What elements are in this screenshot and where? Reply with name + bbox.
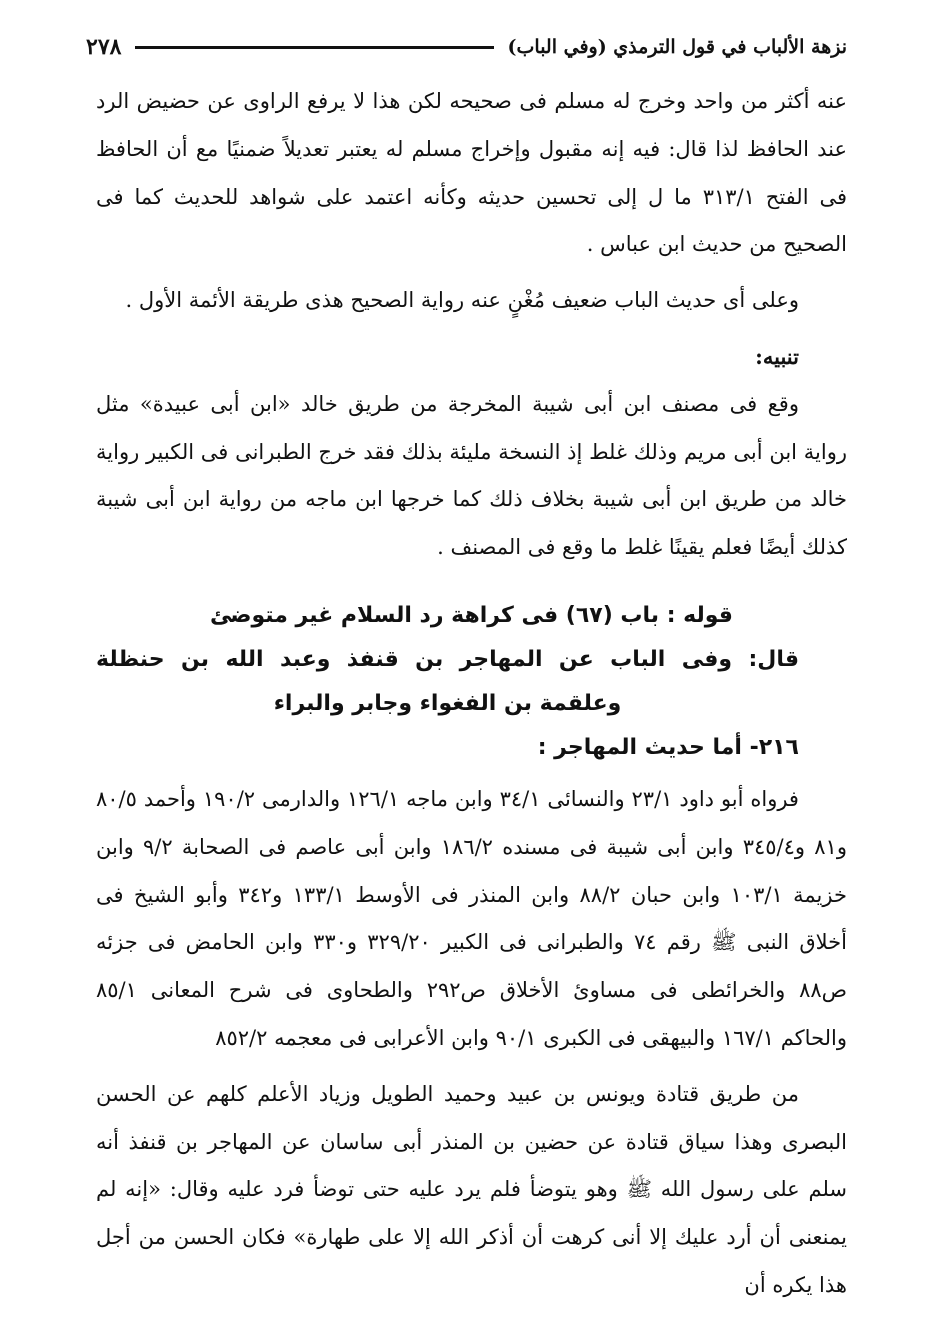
paragraph-conclusion: وعلى أى حديث الباب ضعيف مُغْنٍ عنه رواية الصحيح هذى طريقة الأئمة الأول . — [125, 288, 799, 313]
paragraph-continuation: عنه أكثر من واحد وخرج له مسلم فى صحيحه لكن هذا لا يرفع الراوى عن حضيض الرد عند الحافظ لذا قال: فيه إنه مقبول وإخراج مسلم له يعتبر تعديلاً ضمنيًا مع أن الحافظ فى الفتح ٣١٣/١ ما ل إلى تحسين حديثه وكأنه اعتمد على شواهد للحديث كما فى الصحيح من حديث ابن عباس . — [96, 89, 847, 257]
paragraph-note: وقع فى مصنف ابن أبى شيبة المخرجة من طريق خالد «ابن أبى عبيدة» مثل رواية ابن أبى مريم وذلك غلط إذ النسخة مليئة بذلك فقد خرج الطبرانى فى الكبير رواية خالد من طريق ابن أبى شيبة بخلاف ذلك كما خرجها ابن ماجه من رواية ابن أبى شيبة كذلك أيضًا فعلم يقينًا غلط ما وقع فى المصنف . — [96, 391, 847, 560]
qal-heading: قال: وفى الباب عن المهاجر بن قنفذ وعبد الله بن حنظلة وعلقمة بن الفغواء وجابر والبراء — [96, 646, 799, 716]
running-header — [86, 30, 847, 64]
paragraph-takhrij: فرواه أبو داود ٢٣/١ والنسائى ٣٤/١ وابن ماجه ١٢٦/١ والدارمى ١٩٠/٢ وأحمد ٨٠/٥ و٨١ و٣٤٥/٤ وابن أبى شيبة فى مسنده ١٨٦/٢ وابن أبى عاصم فى الصحابة ٩/٢ وابن خزيمة ١٠٣/١ وابن حبان ٨٨/٢ وابن المنذر فى الأوسط ١٣٣/١ و٣٤٢ وأبو الشيخ فى أخلاق النبى ﷺ رقم ٧٤ والطبرانى فى الكبير ٣٢٩/٢٠ و٣٣٠ وابن الحامض فى جزئه ص٨٨ والخرائطى فى مساوئ الأخلاق ص٢٩٢ والطحاوى فى شرح المعانى ٨٥/١ والحاكم ١٦٧/١ والبيهقى فى الكبرى ٩٠/١ وابن الأعرابى فى معجمه ٨٥٢/٢ — [96, 786, 848, 1050]
paragraph-isnad: من طريق قتادة ويونس بن عبيد وحميد الطويل وزياد الأعلم كلهم عن الحسن البصرى وهذا سياق قتادة عن حضين بن المنذر أبى ساسان عن المهاجر بن قنفذ أنه سلم على رسول الله ﷺ وهو يتوضأ فلم يرد عليه حتى توضأ فرد عليه وقال: «إنه لم يمنعنى أن أرد عليك إلا أنى كرهت أن أذكر الله إلا على طهارة» فكان الحسن من أجل هذا يكره أن — [96, 1081, 847, 1297]
chapter-heading: قوله : باب (٦٧) فى كراهة رد السلام غير متوضئ — [210, 602, 733, 628]
running-title: نزهة الألباب في قول الترمذي (وفي الباب) — [507, 36, 847, 58]
header-rule — [135, 46, 493, 49]
page-body — [96, 78, 847, 1318]
page-number: ٢٧٨ — [86, 34, 122, 60]
hadith-heading: ٢١٦- أما حديث المهاجر : — [537, 734, 799, 760]
section-gap — [96, 580, 847, 594]
note-label: تنبيه: — [755, 343, 799, 369]
